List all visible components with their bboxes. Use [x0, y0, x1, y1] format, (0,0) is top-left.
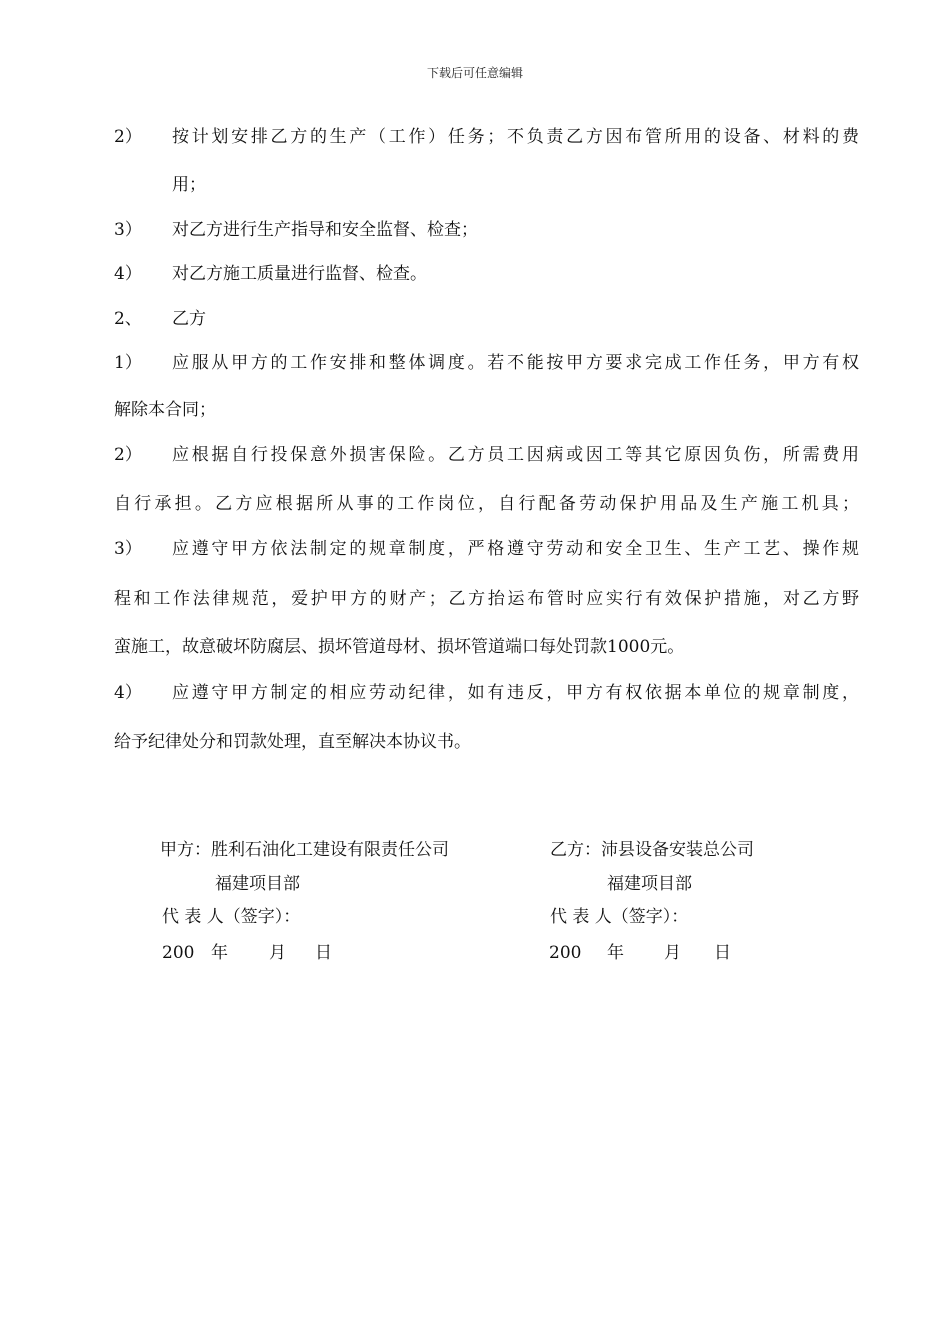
- clause-text-continued: 自行承担。乙方应根据所从事的工作岗位，自行配备劳动保护用品及生产施工机具；: [114, 494, 859, 514]
- clause-number: 2）: [114, 127, 142, 147]
- section-number: 2、: [114, 309, 142, 329]
- party-b-month-label: 月: [664, 943, 681, 963]
- page-header: 下载后可任意编辑: [426, 66, 523, 80]
- party-a-year-prefix: 200: [162, 943, 195, 963]
- party-a-department: 福建项目部: [215, 874, 300, 894]
- party-a-month-label: 月: [269, 943, 286, 963]
- party-b-date: [549, 942, 749, 964]
- party-a-day-label: 日: [315, 943, 332, 963]
- clause-number: 4）: [114, 683, 142, 703]
- party-b-day-label: 日: [714, 943, 731, 963]
- clause-text-continued: 蛮施工，故意破坏防腐层、损坏管道母材、损坏管道端口每处罚款1000元。: [114, 637, 685, 657]
- party-b-year-prefix: 200: [549, 943, 582, 963]
- clause-text-continued: 给予纪律处分和罚款处理，直至解决本协议书。: [114, 732, 471, 752]
- party-a-representative: 代 表 人（签字）：: [162, 907, 301, 927]
- clause-number: 1）: [114, 353, 142, 373]
- party-b-representative: 代 表 人（签字）：: [550, 907, 689, 927]
- party-b-year-label: 年: [607, 943, 624, 963]
- clause-number: 4）: [114, 264, 142, 284]
- clause-text-continued: 解除本合同；: [114, 400, 216, 420]
- clause-number: 2）: [114, 445, 142, 465]
- clause-text: 对乙方施工质量进行监督、检查。: [172, 264, 427, 284]
- party-a-date: [162, 942, 362, 964]
- clause-number: 3）: [114, 220, 142, 240]
- clause-text-continued: 用；: [172, 175, 206, 195]
- clause-number: 3）: [114, 539, 142, 559]
- party-a-name: 甲方：胜利石油化工建设有限责任公司: [160, 840, 449, 860]
- party-b-department: 福建项目部: [607, 874, 692, 894]
- clause-text-continued: 程和工作法律规范，爱护甲方的财产；乙方抬运布管时应实行有效保护措施，对乙方野: [114, 589, 859, 609]
- section-title: 乙方: [172, 309, 206, 329]
- party-b-name: 乙方：沛县设备安装总公司: [550, 840, 754, 860]
- clause-text: 应根据自行投保意外损害保险。乙方员工因病或因工等其它原因负伤，所需费用: [172, 445, 859, 465]
- clause-text: 按计划安排乙方的生产（工作）任务；不负责乙方因布管所用的设备、材料的费: [172, 127, 859, 147]
- party-a-year-label: 年: [211, 943, 228, 963]
- clause-text: 对乙方进行生产指导和安全监督、检查；: [172, 220, 478, 240]
- clause-text: 应服从甲方的工作安排和整体调度。若不能按甲方要求完成工作任务，甲方有权: [172, 353, 859, 373]
- clause-text: 应遵守甲方制定的相应劳动纪律，如有违反，甲方有权依据本单位的规章制度，: [172, 683, 859, 703]
- clause-text: 应遵守甲方依法制定的规章制度，严格遵守劳动和安全卫生、生产工艺、操作规: [172, 539, 859, 559]
